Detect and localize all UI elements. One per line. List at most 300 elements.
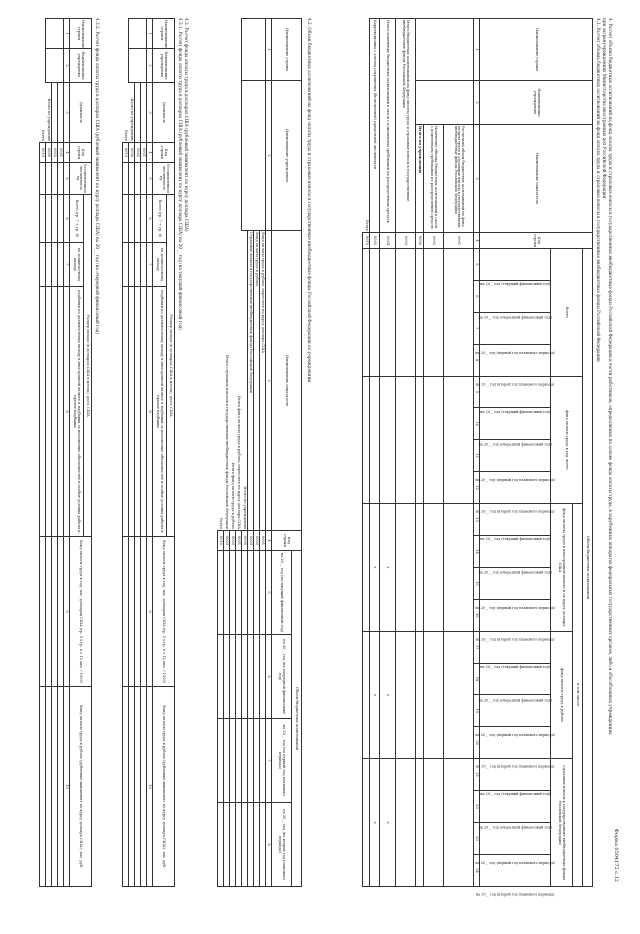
row-code: 9000 — [416, 233, 424, 249]
row-code: 0003 — [396, 233, 416, 249]
column-number: 7 — [64, 243, 70, 287]
th-fot-year: Фонд оплаты труда в год, тыс. долларов США (гр. 5 х гр. 6 х 12 мес. / 1000) — [153, 537, 175, 687]
th-fot-rub: фонд оплаты труда в рублях — [551, 631, 573, 759]
column-number: 22 — [474, 791, 480, 823]
row-code: 0001 — [260, 531, 266, 551]
th-sub: на 20__ год (второй год планового периода) — [475, 509, 555, 514]
column-number: 23 — [474, 823, 480, 855]
table-row — [380, 19, 396, 887]
cell[interactable] — [380, 249, 396, 377]
cell[interactable] — [40, 195, 46, 243]
cell[interactable] — [230, 551, 236, 635]
cell[interactable] — [123, 537, 129, 687]
cell[interactable] — [236, 719, 242, 803]
row-label: Расчетный объем бюджетных ассигнований на фонд оплаты труда и страховые взносы в государственные внебюджетные фонды Российской Федерации — [444, 125, 474, 233]
row-label: Фонд оплаты труда в рублях — [254, 231, 260, 531]
th-sub: на 20__ год (очередной финансовый год) — [478, 443, 552, 448]
column-number: 1 — [266, 19, 272, 81]
column-number: 8 — [266, 803, 272, 887]
th-sub: на 20__ год (первый год планового периода) — [475, 860, 555, 865]
column-number: 15 — [474, 567, 480, 599]
th-indicator: Наименование показателя — [480, 125, 593, 233]
row-label: Корректировка с учетом сокращения (болезненной) предельной численности — [370, 19, 380, 233]
cell[interactable] — [218, 551, 224, 635]
cell[interactable] — [260, 803, 266, 887]
table-row — [224, 19, 230, 887]
cell[interactable] — [123, 243, 129, 287]
th-total: Всего — [551, 249, 583, 377]
column-number: 20 — [474, 727, 480, 759]
row-label: Страховые взносы в государственные внебюджетные фонды Российской Федерации — [248, 231, 254, 531]
th-by-position: по должностному окладу — [70, 243, 84, 287]
cell[interactable] — [58, 287, 64, 537]
cell[interactable] — [123, 287, 129, 537]
cell[interactable] — [218, 719, 224, 803]
cell[interactable] — [135, 537, 141, 687]
cell[interactable] — [40, 163, 46, 195]
row-code: 0002 — [424, 233, 444, 249]
cell[interactable] — [230, 803, 236, 887]
table-row — [58, 19, 64, 887]
th-total: Всего (гр. 7 + гр. 8) — [70, 195, 84, 243]
row-label: Итого фонд оплаты труда в рублях — [231, 462, 236, 529]
cell — [242, 19, 266, 81]
table-row-total — [218, 19, 224, 887]
row-label: Итого по учреждению — [243, 486, 248, 529]
column-number: 6 — [266, 635, 272, 719]
cell — [129, 49, 147, 83]
th-fot-rub: Фонд оплаты труда в рублях (рублевый эквивалент по курсу доллара США), тыс. руб. — [153, 687, 175, 887]
table-4-3-2-wrap — [39, 18, 92, 887]
cell[interactable] — [242, 635, 248, 719]
cell[interactable] — [58, 83, 64, 143]
th-year: на 20__ год (на первый год планового периода) — [272, 719, 292, 803]
th-sub: на 20__ год (первый год планового периода) — [475, 478, 555, 483]
th-sub: на 20__ год (текущий финансовый год) — [480, 792, 550, 797]
column-number: 6 — [64, 195, 70, 243]
cell[interactable] — [135, 243, 141, 287]
cell[interactable] — [129, 195, 135, 243]
cell[interactable] — [248, 719, 254, 803]
column-number: 1 — [474, 19, 480, 81]
table-row — [129, 19, 135, 887]
cell[interactable] — [129, 537, 135, 687]
cell[interactable] — [242, 719, 248, 803]
cell[interactable] — [224, 635, 230, 719]
column-number: 3 — [266, 231, 272, 531]
row-code: 9003 — [224, 531, 230, 551]
cell[interactable] — [396, 249, 416, 377]
table-row — [141, 19, 147, 887]
cell[interactable] — [52, 195, 58, 243]
cell[interactable] — [135, 163, 141, 195]
th-country: Наименование страны — [480, 19, 593, 81]
row-label: Фонд оплаты труда в рублях, пересчете по курсу доллара США — [260, 231, 266, 531]
cell[interactable] — [242, 803, 248, 887]
cell[interactable] — [416, 376, 424, 504]
th-sub: на 20__ год (второй год планового периода) — [475, 892, 555, 897]
row-code: 9010 — [363, 233, 370, 249]
cell[interactable] — [141, 83, 147, 143]
row-code: 0001 — [444, 233, 474, 249]
th-institution: Наименование учреждения — [272, 81, 302, 231]
table-row — [135, 19, 141, 887]
th-year: на 20__ год (на очередной финансовый год) — [272, 635, 292, 719]
cell[interactable] — [141, 195, 147, 243]
cell[interactable] — [129, 163, 135, 195]
cell[interactable] — [135, 687, 141, 887]
cell[interactable] — [135, 195, 141, 243]
cell[interactable] — [129, 287, 135, 537]
column-number: 4 — [474, 233, 480, 249]
th-country: Наименование страны — [153, 19, 175, 49]
cell[interactable] — [40, 687, 46, 887]
th-year: на 20__ год (на текущий финансовый год) — [272, 551, 292, 635]
column-number: 10 — [474, 408, 480, 440]
cell-total[interactable] — [444, 249, 474, 377]
column-number: 8 — [147, 287, 153, 537]
column-number: 4 — [266, 531, 272, 551]
column-number: 4 — [147, 143, 153, 163]
th-code: Код строки — [70, 143, 92, 163]
row-code: 0002 — [52, 143, 58, 163]
row-label: Итого фонд оплаты труда в рублях, пересчете по курсу доллара США — [237, 395, 242, 529]
column-number: 1 — [147, 19, 153, 49]
cell[interactable] — [370, 376, 380, 504]
th-volume: Объем бюджетных ассигнований — [292, 551, 302, 887]
th-year: на 20__ год (на второй год планового периода) — [272, 803, 292, 887]
th-total: Всего (гр. 7 + гр. 8) — [153, 195, 167, 243]
cell[interactable] — [46, 243, 52, 287]
table-row — [396, 19, 416, 887]
column-number: 13 — [474, 504, 480, 536]
cell[interactable] — [224, 551, 230, 635]
th-sub: на 20__ год (первый год планового периода) — [475, 605, 555, 610]
th-staff: Установленная численность, ед. — [70, 163, 92, 195]
th-sub: на 20__ год (текущий финансовый год) — [480, 409, 550, 414]
cell[interactable] — [52, 687, 58, 887]
th-fot-rub: Фонд оплаты труда в рублях (рублевый эквивалент по курсу доллара США), тыс. руб. — [70, 687, 92, 887]
cell[interactable] — [58, 195, 64, 243]
cross-cell: x — [370, 759, 380, 887]
row-label: Всего — [124, 130, 129, 141]
cell — [46, 19, 64, 49]
cell[interactable] — [58, 163, 64, 195]
cell[interactable] — [254, 551, 260, 635]
column-number: 9 — [474, 376, 480, 408]
th-fot-year: Фонд оплаты труда в год, тыс. долларов США (гр. 5 х гр. 6 х 12 мес. / 1000) — [70, 537, 92, 687]
table-4-3-2 — [39, 18, 92, 887]
row-code: 0003 — [248, 531, 254, 551]
cell[interactable] — [260, 551, 266, 635]
cell[interactable] — [129, 243, 135, 287]
column-number: 2 — [64, 49, 70, 83]
cell[interactable] — [129, 687, 135, 887]
column-number-row — [147, 19, 153, 887]
row-label: Итого бюджетных ассигнований на фонд оплаты труда и страховые взносы в государственные внебюджетные фонды Российской Федерации — [396, 19, 416, 233]
cell — [416, 19, 474, 81]
cell[interactable] — [46, 287, 52, 537]
th-sub: на 20__ год (текущий финансовый год) — [480, 537, 550, 542]
cell[interactable] — [58, 243, 64, 287]
section-4-3-2-title: 4.3.2. Расчет фонда оплаты труда в долларах США (рублевый эквивалент по курсу доллара США) на 20__ год (на очередной финансовый год) — [95, 18, 100, 335]
table-row-total — [123, 19, 129, 887]
cell[interactable] — [141, 243, 147, 287]
cell[interactable] — [260, 635, 266, 719]
cell[interactable] — [416, 249, 424, 377]
column-number: 7 — [147, 243, 153, 287]
column-number: 12 — [474, 472, 480, 504]
cell-fot-inv[interactable] — [444, 504, 474, 632]
th-institution: Наименование учреждения — [480, 81, 593, 125]
th-sub: на 20__ год (текущий финансовый год) — [480, 664, 550, 669]
th-fot-total: фонд оплаты труда в год, всего — [551, 376, 583, 504]
row-code: 9000 — [129, 143, 135, 163]
cell[interactable] — [260, 719, 266, 803]
section-4-1-title: 4.1. Расчет объема бюджетных ассигнований на фонд оплаты труда и страховые взносы в государственные внебюджетные фонды Российской Федерации — [596, 18, 601, 362]
cell-fot-rub[interactable] — [444, 631, 474, 759]
row-code: 9000 — [46, 143, 52, 163]
cell-insurance[interactable] — [444, 759, 474, 887]
row-label: Всего — [41, 130, 46, 141]
cell[interactable] — [396, 631, 416, 759]
column-number: 14 — [474, 536, 480, 568]
th-allowances: надбавки по должностному окладу в иностранной валюте и надбавки за исполнение обязанностей и особые условия работы и прочие надбавки — [153, 287, 167, 537]
cell[interactable] — [141, 687, 147, 887]
column-number: 5 — [147, 163, 153, 195]
row-label: Всего — [219, 518, 224, 529]
row-code: 9010 — [123, 143, 129, 163]
cell — [242, 81, 266, 231]
cell[interactable] — [52, 287, 58, 537]
th-sub: на 20__ год (очередной финансовый год) — [478, 315, 552, 320]
th-position: Должность — [153, 83, 175, 143]
row-code: 9010 — [218, 531, 224, 551]
column-number: 11 — [474, 440, 480, 472]
row-label: Изменение объема бюджетных ассигнований в связи с изменением требований по распределению средств — [424, 125, 444, 233]
cell[interactable] — [380, 376, 396, 504]
cell[interactable] — [135, 287, 141, 537]
row-code: 9010 — [40, 143, 46, 163]
cell[interactable] — [123, 687, 129, 887]
cell[interactable] — [46, 195, 52, 243]
cell[interactable] — [424, 631, 444, 759]
cell[interactable] — [135, 83, 141, 143]
row-label: Всего — [364, 220, 369, 231]
cell[interactable] — [141, 163, 147, 195]
cell[interactable] — [396, 759, 416, 887]
cell[interactable] — [141, 287, 147, 537]
cell[interactable] — [416, 504, 424, 632]
th-volume: Объем бюджетных ассигнований — [583, 249, 593, 887]
column-number: 18 — [474, 663, 480, 695]
cell[interactable] — [363, 759, 370, 887]
row-label: Итого по учреждению — [416, 125, 424, 233]
cell[interactable] — [52, 537, 58, 687]
column-number: 5 — [64, 163, 70, 195]
cell[interactable] — [58, 537, 64, 687]
cell[interactable] — [46, 687, 52, 887]
cell[interactable] — [248, 551, 254, 635]
th-fot-month: Размер оклада (в долларах США в месяц), долл. США — [167, 195, 175, 537]
cell[interactable] — [396, 504, 416, 632]
cell[interactable] — [416, 631, 424, 759]
th-sub: на 20__ год (очередной финансовый год) — [478, 825, 552, 830]
cell[interactable] — [254, 803, 260, 887]
th-in-that: в том числе: — [573, 504, 583, 887]
column-number: 1 — [64, 19, 70, 49]
column-number-row — [474, 19, 480, 887]
cross-cell: x — [370, 504, 380, 632]
cross-cell: x — [380, 631, 396, 759]
row-code: 9000 — [242, 531, 248, 551]
column-number: 3 — [474, 125, 480, 233]
th-allowances: надбавки по должностному окладу в иностранной валюте и надбавки за исполнение обязанностей и особые условия работы и прочие надбавки — [70, 287, 84, 537]
cell[interactable] — [230, 635, 236, 719]
cell[interactable] — [236, 551, 242, 635]
section-4-3-title: 4.3. Расчет фонда оплаты труда в долларах США (рублевый эквивалент по курсу доллара США) — [184, 18, 189, 232]
th-sub: на 20__ год (очередной финансовый год) — [478, 698, 552, 703]
column-number: 17 — [474, 631, 480, 663]
cell[interactable] — [248, 635, 254, 719]
th-institution: Наименование учреждения — [70, 49, 92, 83]
cell[interactable] — [254, 635, 260, 719]
row-code: 9001 — [236, 531, 242, 551]
table-4-1 — [362, 18, 593, 897]
cell[interactable] — [254, 719, 260, 803]
row-code: 0005 — [370, 233, 380, 249]
cell[interactable] — [123, 195, 129, 243]
cell[interactable] — [52, 83, 58, 143]
column-number: 3 — [147, 83, 153, 143]
cross-cell: x — [370, 631, 380, 759]
rotated-form-sheet — [20, 12, 620, 897]
cell[interactable] — [224, 719, 230, 803]
th-fot-inv: фонд оплаты труда в иностранной валюте и по курсу доллара США — [551, 504, 573, 632]
row-label: Итого по учреждению — [47, 98, 52, 141]
table-4-3-1 — [122, 18, 175, 887]
th-by-position: по должностному окладу — [153, 243, 167, 287]
column-number: 19 — [474, 695, 480, 727]
column-number: 2 — [147, 49, 153, 83]
cell[interactable] — [424, 249, 444, 377]
table-4-3-1-wrap — [122, 18, 175, 887]
th-country: Наименование страны — [272, 19, 302, 81]
th-sub: на 20__ год (первый год планового периода) — [475, 350, 555, 355]
th-code: Код строки — [480, 233, 593, 249]
cell[interactable] — [58, 687, 64, 887]
column-number: 10 — [64, 687, 70, 887]
row-label: Итого по учреждению — [130, 98, 135, 141]
column-number-row — [64, 19, 70, 887]
th-sub: на 20__ год (очередной финансовый год) — [478, 570, 552, 575]
cell[interactable] — [141, 537, 147, 687]
th-code: Код строки — [272, 531, 302, 551]
cell — [46, 49, 64, 83]
table-row — [370, 19, 380, 887]
column-number: 9 — [147, 537, 153, 687]
cell[interactable] — [416, 759, 424, 887]
th-position: Должность — [70, 83, 92, 143]
th-sub: на 20__ год (текущий финансовый год) — [480, 282, 550, 287]
cell[interactable] — [40, 537, 46, 687]
table-row — [52, 19, 58, 887]
cell[interactable] — [242, 551, 248, 635]
column-number: 7 — [474, 312, 480, 344]
th-country: Наименование страны — [70, 19, 92, 49]
cross-cell: x — [380, 759, 396, 887]
cell[interactable] — [40, 243, 46, 287]
table-row — [424, 19, 444, 887]
column-number: 9 — [64, 537, 70, 687]
cell[interactable] — [363, 504, 370, 632]
cell — [416, 81, 474, 125]
section-4-3-1-title: 4.3.1. Расчет фонда оплаты труда в долларах США (рублевый эквивалент по курсу доллара США) на 20__ год (на текущий финансовый год) — [178, 18, 183, 330]
form-code: Форма 0504172 с.12 — [613, 828, 619, 882]
cell[interactable] — [218, 635, 224, 719]
column-number: 6 — [147, 195, 153, 243]
column-number: 21 — [474, 759, 480, 791]
table-4-1-wrap — [362, 18, 593, 897]
intro-heading: 4. Расчет объема бюджетных ассигнований на фонд оплаты труда и страховые взносы в государственные внебюджетные фонды Российской Федерации в части работников, определяемых на основе фонда оплаты труда, в зарубежных аппаратах федеральных государственных органов, либо в обособленных учреждениях — [608, 18, 613, 735]
cell[interactable] — [52, 163, 58, 195]
column-number: 10 — [147, 687, 153, 887]
cell[interactable] — [236, 803, 242, 887]
cell[interactable] — [230, 719, 236, 803]
cell[interactable] — [396, 376, 416, 504]
table-row-total — [363, 19, 370, 887]
th-indicator: Наименование показателя — [272, 231, 302, 531]
th-insurance: страховые взносы в государственные внебюджетные фонды Российской Федерации — [551, 759, 573, 887]
cell[interactable] — [424, 504, 444, 632]
cell[interactable] — [46, 537, 52, 687]
th-code: Код строки — [153, 143, 175, 163]
row-label: Итого страховых взносов в государственные внебюджетные фонды Российской Федерации — [225, 354, 230, 529]
cross-cell: x — [380, 504, 396, 632]
cell[interactable] — [218, 803, 224, 887]
cell-fot[interactable] — [444, 376, 474, 504]
cell[interactable] — [236, 635, 242, 719]
th-fot-month: Размер оклада (в долларах США в месяц), долл. США — [84, 195, 92, 537]
cell[interactable] — [370, 249, 380, 377]
column-number-row — [266, 19, 272, 887]
cell[interactable] — [424, 376, 444, 504]
cell[interactable] — [46, 163, 52, 195]
column-number: 24 — [474, 854, 480, 886]
th-sub: на 20__ год (второй год планового периода) — [475, 764, 555, 769]
cell[interactable] — [248, 803, 254, 887]
cell[interactable] — [363, 249, 370, 377]
cell[interactable] — [363, 376, 370, 504]
column-number: 5 — [266, 551, 272, 635]
column-number: 5 — [474, 249, 480, 281]
cell[interactable] — [40, 287, 46, 537]
row-code: 0002 — [135, 143, 141, 163]
column-number: 8 — [64, 287, 70, 537]
column-number: 2 — [474, 81, 480, 125]
cell[interactable] — [363, 631, 370, 759]
cell[interactable] — [52, 243, 58, 287]
cell[interactable] — [224, 803, 230, 887]
th-staff: Установленная численность, ед. — [153, 163, 175, 195]
section-4-2-title: 4.2. Объем бюджетных ассигнований на фонд оплаты труда и страховые взносы в государственные внебюджетные фонды Российской Федерации по учреждениям — [307, 18, 312, 383]
cell[interactable] — [424, 759, 444, 887]
column-number: 4 — [64, 143, 70, 163]
cell[interactable] — [123, 163, 129, 195]
table-4-2-wrap — [217, 18, 302, 887]
column-number: 8 — [474, 344, 480, 376]
column-number: 6 — [474, 280, 480, 312]
